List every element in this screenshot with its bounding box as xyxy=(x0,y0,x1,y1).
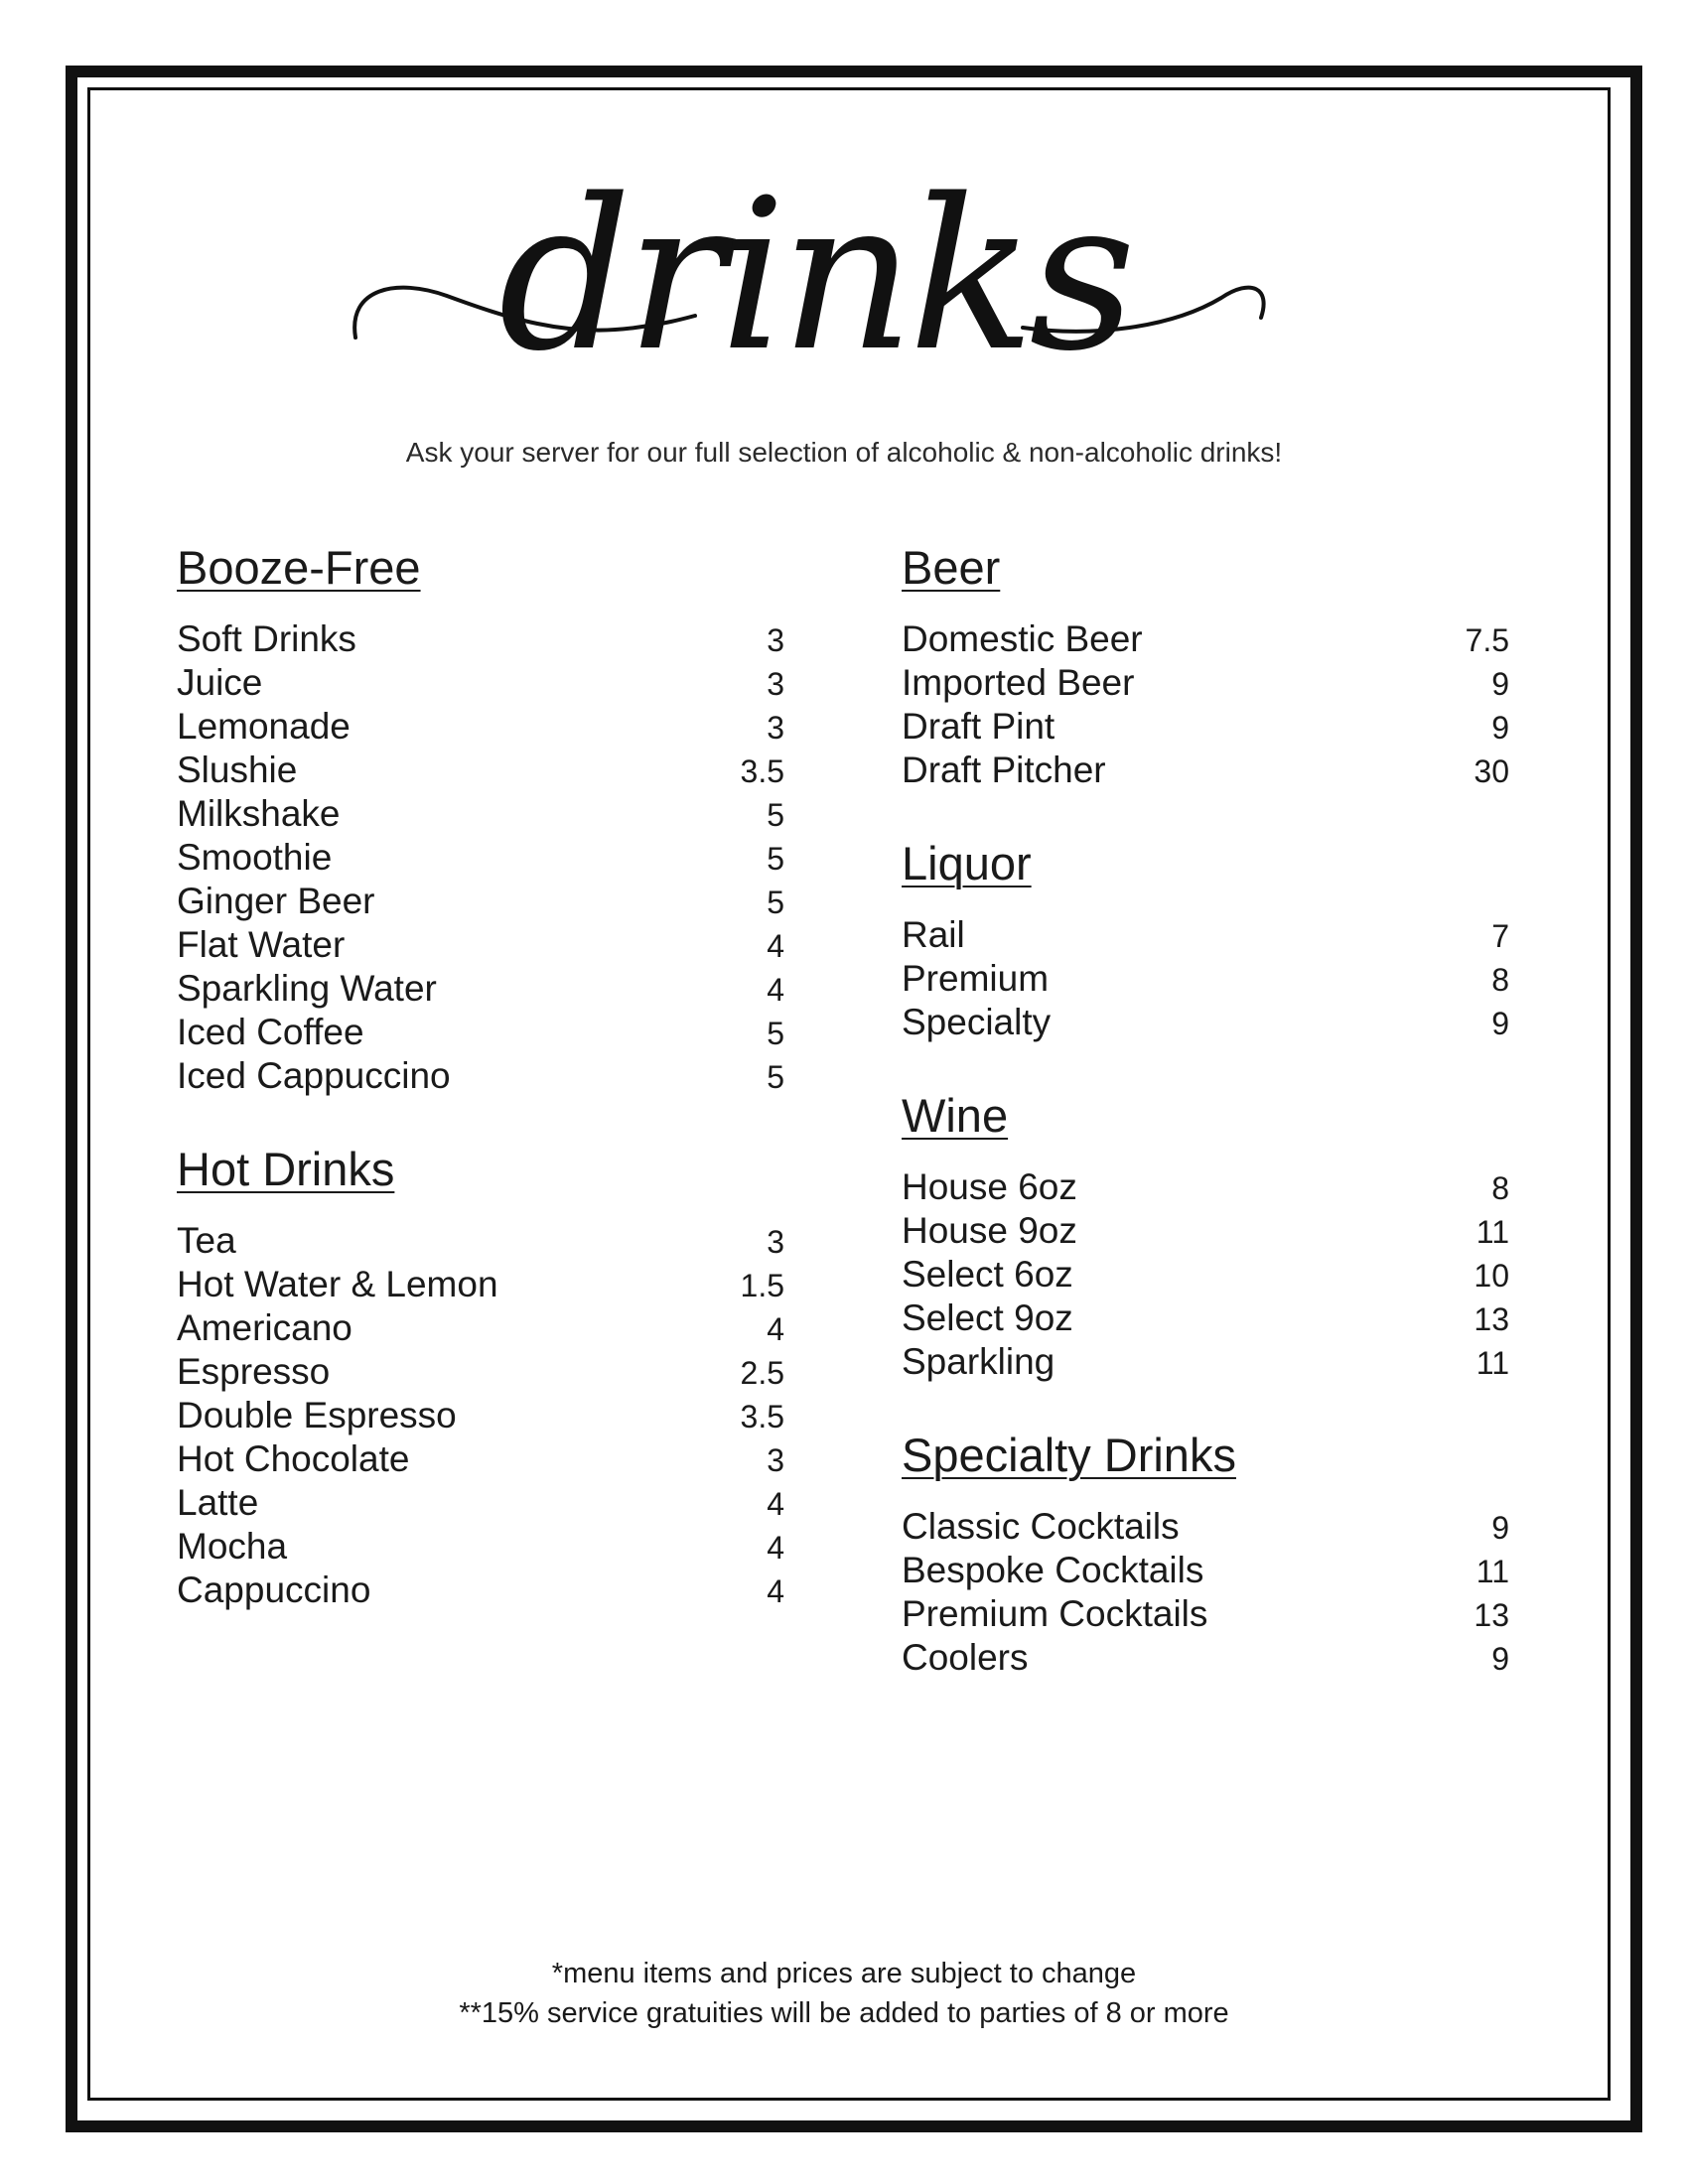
menu-item xyxy=(177,792,784,836)
section-title: Wine xyxy=(902,1089,1009,1142)
menu-item xyxy=(902,1297,1509,1340)
item-price: 7.5 xyxy=(1465,622,1509,658)
item-price: 9 xyxy=(1491,710,1509,746)
menu-title xyxy=(338,179,1291,417)
item-name: Soft Drinks xyxy=(177,618,356,659)
menu-item xyxy=(902,1209,1509,1253)
menu-item xyxy=(177,1306,784,1350)
menu-item xyxy=(177,1263,784,1306)
title-script xyxy=(338,179,1291,417)
item-price: 8 xyxy=(1491,1170,1509,1206)
section-liquor xyxy=(902,832,1509,1044)
item-name: Double Espresso xyxy=(177,1395,457,1435)
title-text: drinks xyxy=(497,179,1131,397)
item-name: Juice xyxy=(177,662,263,703)
section-hot-drinks xyxy=(177,1138,784,1612)
item-price: 5 xyxy=(767,1059,784,1095)
menu-item xyxy=(177,661,784,705)
section-title: Liquor xyxy=(902,837,1032,889)
item-price: 4 xyxy=(767,1311,784,1347)
menu-item xyxy=(902,661,1509,705)
section-title: Beer xyxy=(902,541,1001,594)
menu-item xyxy=(177,1054,784,1098)
menu-item xyxy=(177,1569,784,1612)
item-name: Rail xyxy=(902,914,965,955)
item-price: 11 xyxy=(1476,1554,1509,1589)
menu-item xyxy=(177,749,784,792)
item-price: 3 xyxy=(767,666,784,702)
item-price: 3.5 xyxy=(740,1399,784,1434)
menu-item xyxy=(902,1636,1509,1680)
right-column xyxy=(902,536,1509,1719)
item-name: House 6oz xyxy=(902,1166,1077,1207)
menu-item xyxy=(902,1165,1509,1209)
left-column xyxy=(177,536,784,1652)
item-price: 30 xyxy=(1474,753,1509,789)
item-name: Lemonade xyxy=(177,706,351,747)
item-price: 9 xyxy=(1491,666,1509,702)
item-price: 10 xyxy=(1474,1258,1509,1294)
section-title: Booze-Free xyxy=(177,541,421,594)
item-name: Coolers xyxy=(902,1637,1029,1678)
item-price: 4 xyxy=(767,1530,784,1566)
menu-item xyxy=(902,705,1509,749)
item-price: 9 xyxy=(1491,1510,1509,1546)
item-name: Premium Cocktails xyxy=(902,1593,1208,1634)
item-price: 5 xyxy=(767,1016,784,1051)
item-name: Slushie xyxy=(177,750,298,790)
menu-item xyxy=(902,1001,1509,1044)
section-beer xyxy=(902,536,1509,792)
menu-item xyxy=(902,1592,1509,1636)
section-title: Specialty Drinks xyxy=(902,1429,1236,1481)
menu-item xyxy=(177,1219,784,1263)
item-price: 3 xyxy=(767,710,784,746)
item-name: Specialty xyxy=(902,1002,1052,1042)
item-name: Select 9oz xyxy=(902,1297,1073,1338)
menu-item xyxy=(177,1011,784,1054)
item-price: 3 xyxy=(767,622,784,658)
menu-item xyxy=(177,1350,784,1394)
item-name: Bespoke Cocktails xyxy=(902,1550,1204,1590)
item-name: Hot Water & Lemon xyxy=(177,1264,498,1304)
item-name: Mocha xyxy=(177,1526,288,1567)
item-price: 13 xyxy=(1474,1597,1509,1633)
footer-note-change: *menu items and prices are subject to change xyxy=(551,1958,1137,1989)
menu-item xyxy=(177,880,784,923)
item-name: Milkshake xyxy=(177,793,341,834)
item-price: 4 xyxy=(767,928,784,964)
menu-item xyxy=(177,967,784,1011)
item-name: Americano xyxy=(177,1307,352,1348)
item-name: Latte xyxy=(177,1482,259,1523)
item-price: 5 xyxy=(767,841,784,877)
item-price: 9 xyxy=(1491,1641,1509,1677)
item-name: Tea xyxy=(177,1220,236,1261)
item-price: 13 xyxy=(1474,1301,1509,1337)
menu-item xyxy=(177,923,784,967)
menu-item xyxy=(177,617,784,661)
item-price: 7 xyxy=(1491,918,1509,954)
item-name: Domestic Beer xyxy=(902,618,1143,659)
item-name: Hot Chocolate xyxy=(177,1438,410,1479)
item-name: Select 6oz xyxy=(902,1254,1073,1295)
item-name: Iced Cappuccino xyxy=(177,1055,451,1096)
item-name: Premium xyxy=(902,958,1050,999)
menu-item xyxy=(902,1549,1509,1592)
item-price: 1.5 xyxy=(740,1268,784,1303)
menu-item xyxy=(177,1481,784,1525)
item-price: 3 xyxy=(767,1442,784,1478)
item-price: 4 xyxy=(767,972,784,1008)
item-price: 5 xyxy=(767,885,784,920)
item-price: 4 xyxy=(767,1486,784,1522)
subtitle: Ask your server for our full selection of alcoholic & non-alcoholic drinks! xyxy=(405,437,1283,468)
item-price: 3 xyxy=(767,1224,784,1260)
item-name: Iced Coffee xyxy=(177,1012,364,1052)
section-specialty-drinks xyxy=(902,1424,1509,1680)
item-price: 4 xyxy=(767,1573,784,1609)
item-name: Espresso xyxy=(177,1351,331,1392)
item-name: Classic Cocktails xyxy=(902,1506,1180,1547)
menu-item xyxy=(902,617,1509,661)
menu-item xyxy=(902,1505,1509,1549)
section-wine xyxy=(902,1084,1509,1384)
section-booze-free xyxy=(177,536,784,1098)
item-name: Imported Beer xyxy=(902,662,1135,703)
item-name: Sparkling xyxy=(902,1341,1055,1382)
item-name: Sparkling Water xyxy=(177,968,437,1009)
item-name: Cappuccino xyxy=(177,1570,371,1610)
item-price: 5 xyxy=(767,797,784,833)
item-price: 11 xyxy=(1476,1214,1509,1250)
menu-item xyxy=(902,913,1509,957)
menu-item xyxy=(902,1253,1509,1297)
item-price: 11 xyxy=(1476,1345,1509,1381)
item-price: 2.5 xyxy=(740,1355,784,1391)
item-name: House 9oz xyxy=(902,1210,1077,1251)
item-price: 8 xyxy=(1491,962,1509,998)
section-title: Hot Drinks xyxy=(177,1143,395,1195)
menu-item xyxy=(177,1525,784,1569)
menu-item xyxy=(902,749,1509,792)
footer-note-gratuity: **15% service gratuities will be added to parties of 8 or more xyxy=(459,1997,1229,2029)
menu-item xyxy=(177,1437,784,1481)
item-name: Draft Pitcher xyxy=(902,750,1106,790)
item-name: Ginger Beer xyxy=(177,881,375,921)
item-price: 3.5 xyxy=(740,753,784,789)
item-name: Flat Water xyxy=(177,924,346,965)
menu-item xyxy=(177,836,784,880)
menu-item xyxy=(177,705,784,749)
menu-item xyxy=(177,1394,784,1437)
item-name: Draft Pint xyxy=(902,706,1055,747)
menu-item xyxy=(902,957,1509,1001)
item-name: Smoothie xyxy=(177,837,333,878)
item-price: 9 xyxy=(1491,1006,1509,1041)
menu-item xyxy=(902,1340,1509,1384)
footer-notes xyxy=(0,1954,1688,2033)
